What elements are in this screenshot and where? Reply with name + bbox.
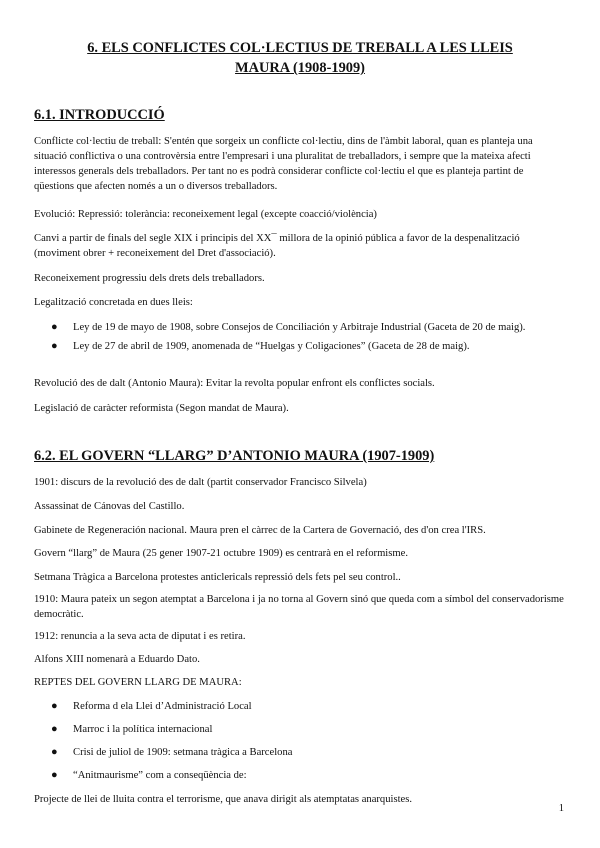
paragraph-1912: 1912: renuncia a la seva acta de diputat i es retira. — [34, 631, 246, 642]
list-item — [34, 768, 564, 783]
bullet-dot-icon: ● — [51, 769, 58, 781]
laws-list — [34, 320, 564, 358]
bullet-dot-icon: ● — [51, 723, 58, 735]
paragraph-conflicte-definition: Conflicte col·lectiu de treball: S'entén que sorgeix un conflicte col·lectiu, dins de l'àmbit laboral, quan es planteja una situació conflictiva o una controvèrsia entre l'empresari i una pluralitat de treballadors, i sempre que la mateixa afecti interessos generals dels treballadors. Per tant no es podrà considerar conflicte col·lectiu el que es planteja partint de qüestions que afecten només a un o diversos treballadors. — [34, 136, 533, 192]
section-title-govern-llarg: 6.2. EL GOVERN “LLARG” D’ANTONIO MAURA (1907-1909) — [34, 448, 435, 464]
list-item — [34, 339, 564, 354]
paragraph-gabinete: Gabinete de Regeneración nacional. Maura pren el càrrec de la Cartera de Governació, des d'on crea l'IRS. — [34, 525, 486, 536]
page-number: 1 — [558, 803, 564, 814]
bullet-dot-icon: ● — [51, 340, 58, 352]
bullet-dot-icon: ● — [51, 700, 58, 712]
list-item-text: “Anitmaurisme” com a conseqüència de: — [73, 770, 247, 781]
list-item-text: Reforma d ela Llei d’Administració Local — [73, 701, 252, 712]
reptes-list — [34, 699, 564, 791]
paragraph-1910: 1910: Maura pateix un segon atemptat a Barcelona i ja no torna al Govern sinó que queda com a símbol del conservadorisme democràtic. — [34, 594, 564, 621]
list-item-text: Crisi de juliol de 1909: setmana tràgica a Barcelona — [73, 747, 293, 758]
paragraph-projecte-llei: Projecte de llei de lluita contra el terrorisme, que anava dirigit als atemptatas anarquistes. — [34, 794, 412, 805]
section-title-introduccio: 6.1. INTRODUCCIÓ — [34, 107, 165, 123]
paragraph-govern-llarg: Govern “llarg” de Maura (25 gener 1907-21 octubre 1909) es centrarà en el reformisme. — [34, 548, 408, 559]
paragraph-reconeixement: Reconeixement progressiu dels drets dels treballadors. — [34, 273, 265, 284]
list-item — [34, 320, 564, 335]
bullet-dot-icon: ● — [51, 746, 58, 758]
list-item — [34, 722, 564, 737]
paragraph-revolucio: Revolució des de dalt (Antonio Maura): Evitar la revolta popular enfront els conflictes socials. — [34, 378, 435, 389]
paragraph-canvi: Canvi a partir de finals del segle XIX i principis del XX¯ millora de la opinió pública a favor de la despenalització (moviment obrer + reconeixement del Dret d'associació). — [34, 233, 520, 260]
paragraph-legalitzacio: Legalització concretada en dues lleis: — [34, 297, 193, 308]
list-item — [34, 745, 564, 760]
paragraph-alfons: Alfons XIII nomenarà a Eduardo Dato. — [34, 654, 200, 665]
paragraph-setmana-tragica: Setmana Tràgica a Barcelona protestes anticlericals repressió dels fets pel seu control.. — [34, 572, 401, 583]
document-title — [40, 38, 560, 78]
paragraph-assassinat: Assassinat de Cánovas del Castillo. — [34, 501, 185, 512]
paragraph-legislacio: Legislació de caràcter reformista (Segon mandat de Maura). — [34, 403, 289, 414]
list-item-text: Marroc i la política internacional — [73, 724, 213, 735]
document-title-line-1: 6. ELS CONFLICTES COL·LECTIUS DE TREBALL A LES LLEIS — [87, 40, 513, 56]
list-item — [34, 699, 564, 714]
bullet-dot-icon: ● — [51, 321, 58, 333]
list-item-text: Ley de 27 de abril de 1909, anomenada de “Huelgas y Coligaciones” (Gaceta de 28 de maig). — [73, 341, 470, 352]
document-title-line-2: MAURA (1908-1909) — [235, 60, 365, 76]
paragraph-reptes: REPTES DEL GOVERN LLARG DE MAURA: — [34, 677, 242, 688]
list-item-text: Ley de 19 de mayo de 1908, sobre Consejos de Conciliación y Arbitraje Industrial (Gaceta de 20 de maig). — [73, 322, 526, 333]
paragraph-evolucio: Evolució: Repressió: tolerància: reconeixement legal (excepte coacció/violència) — [34, 209, 377, 220]
paragraph-1901: 1901: discurs de la revolució des de dalt (partit conservador Francisco Silvela) — [34, 477, 367, 488]
